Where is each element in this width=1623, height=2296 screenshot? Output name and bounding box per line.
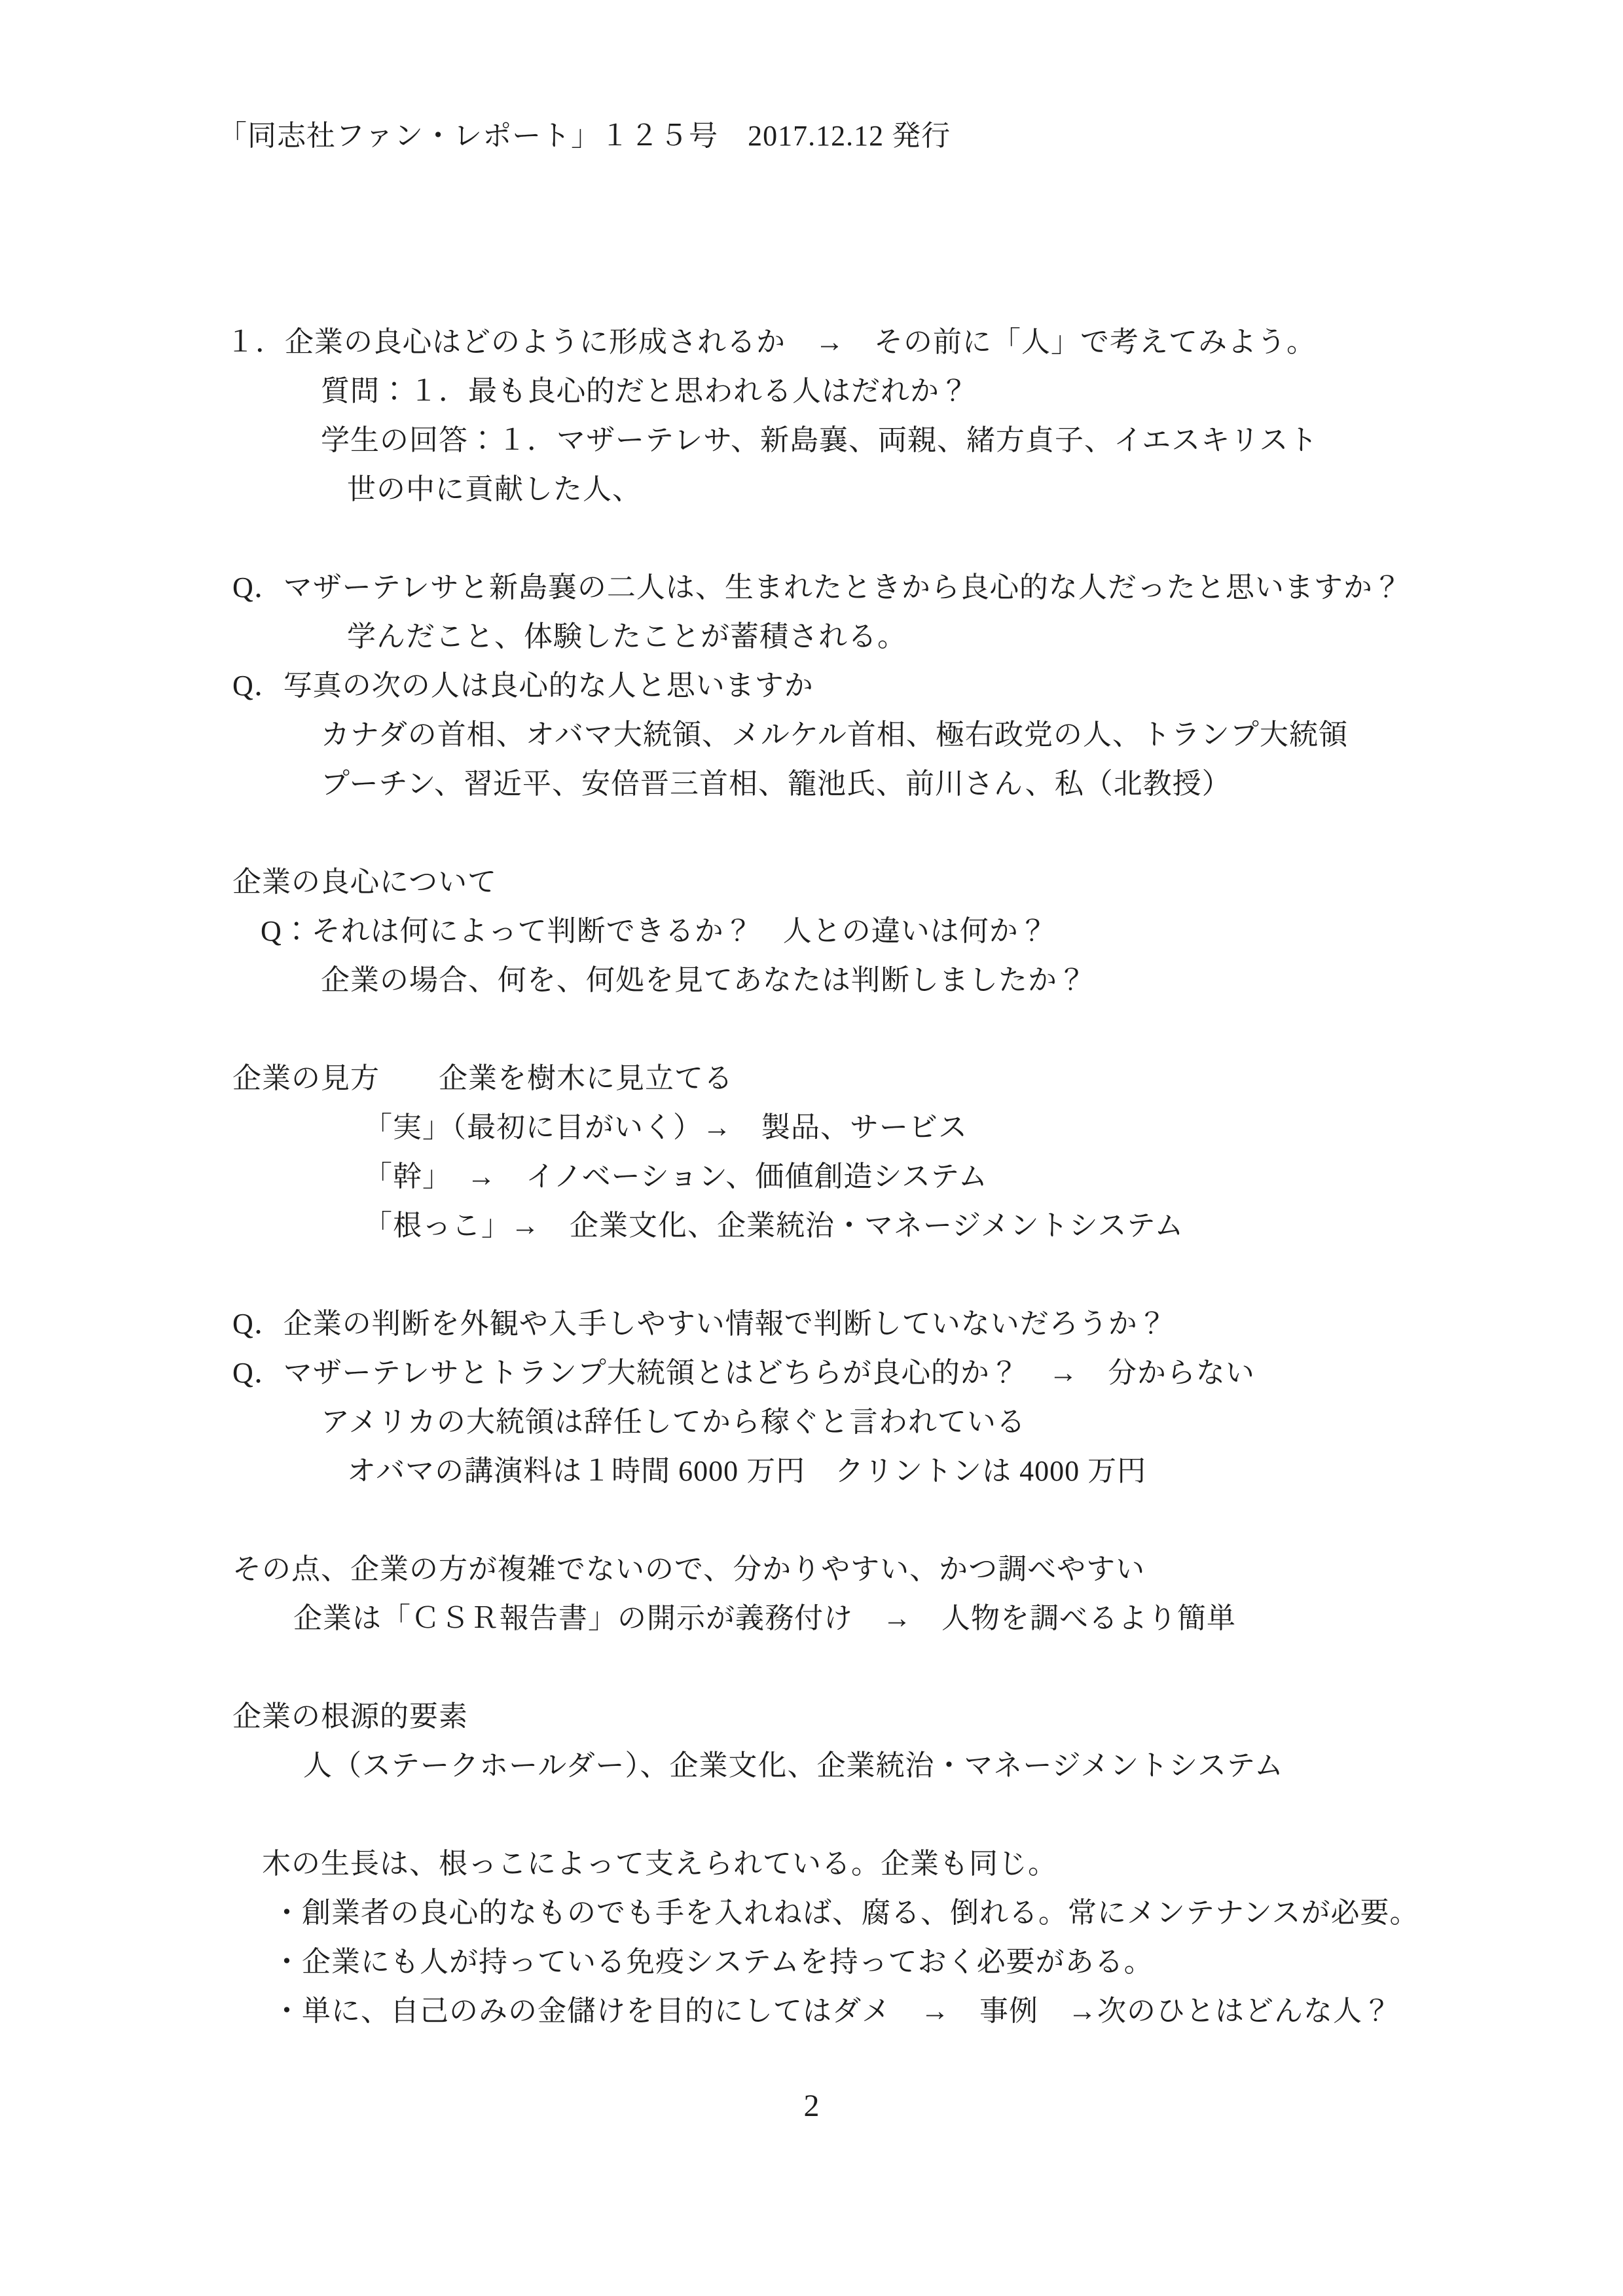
text-line: 木の生長は、根っこによって支えられている。企業も同じ。: [262, 1848, 1057, 1880]
text-line: 企業の場合、何を、何処を見てあなたは判断しましたか？: [321, 964, 1087, 996]
text-line: Q．企業の判断を外観や入手しやすい情報で判断していないだろうか？: [232, 1308, 1167, 1340]
text-line: 世の中に貢献した人、: [347, 473, 642, 505]
text-line: プーチン、習近平、安倍晋三首相、籠池氏、前川さん、私（北教授）: [321, 768, 1231, 800]
text-line: Q．写真の次の人は良心的な人と思いますか: [232, 670, 814, 702]
text-line: 「根っこ」→ 企業文化、企業統治・マネージメントシステム: [363, 1210, 1184, 1242]
page-number: 2: [803, 2089, 820, 2123]
text-line: 質問：１．最も良心的だと思われる人はだれか？: [321, 375, 969, 407]
text-line: オバマの講演料は１時間 6000 万円 クリントンは 4000 万円: [347, 1455, 1147, 1487]
text-line: Q．マザーテレサと新島襄の二人は、生まれたときから良心的な人だったと思いますか？: [232, 571, 1402, 603]
text-line: 学んだこと、体験したことが蓄積される。: [347, 620, 907, 653]
text-line: 企業の見方 企業を樹木に見立てる: [232, 1062, 733, 1094]
text-line: Q：それは何によって判断できるか？ 人との違いは何か？: [261, 915, 1048, 947]
document-header: 「同志社ファン・レポート」１２５号 2017.12.12 発行: [218, 120, 951, 152]
text-line: ・単に、自己のみの金儲けを目的にしてはダメ → 事例 →次のひとはどんな人？: [272, 1995, 1392, 2027]
text-line: その点、企業の方が複雑でないので、分かりやすい、かつ調べやすい: [232, 1553, 1146, 1585]
text-line: カナダの首相、オバマ大統領、メルケル首相、極右政党の人、トランプ大統領: [321, 719, 1348, 751]
body-text: [0, 317, 1623, 2036]
text-line: 企業の良心について: [232, 866, 498, 898]
text-line: ・企業にも人が持っている免疫システムを持っておく必要がある。: [272, 1946, 1154, 1978]
text-line: アメリカの大統領は辞任してから稼ぐと言われている: [321, 1406, 1026, 1438]
text-line: 「実」（最初に目がいく）→ 製品、サービス: [363, 1111, 968, 1143]
text-line: 人（ステークホールダー）、企業文化、企業統治・マネージメントシステム: [303, 1749, 1284, 1782]
text-line: 「幹」 → イノベーション、価値創造システム: [363, 1160, 988, 1193]
text-line: 企業は「ＣＳＲ報告書」の開示が義務付け → 人物を調べるより簡単: [293, 1602, 1236, 1634]
text-line: 学生の回答：１．マザーテレサ、新島襄、両親、緒方貞子、イエスキリスト: [321, 424, 1319, 456]
text-line: Q．マザーテレサとトランプ大統領とはどちらが良心的か？ → 分からない: [232, 1357, 1255, 1389]
text-line: 企業の根源的要素: [232, 1700, 468, 1732]
text-line: １．企業の良心はどのように形成されるか → その前に「人」で考えてみよう。: [226, 326, 1316, 358]
text-line: ・創業者の良心的なものでも手を入れねば、腐る、倒れる。常にメンテナンスが必要。: [272, 1897, 1419, 1929]
